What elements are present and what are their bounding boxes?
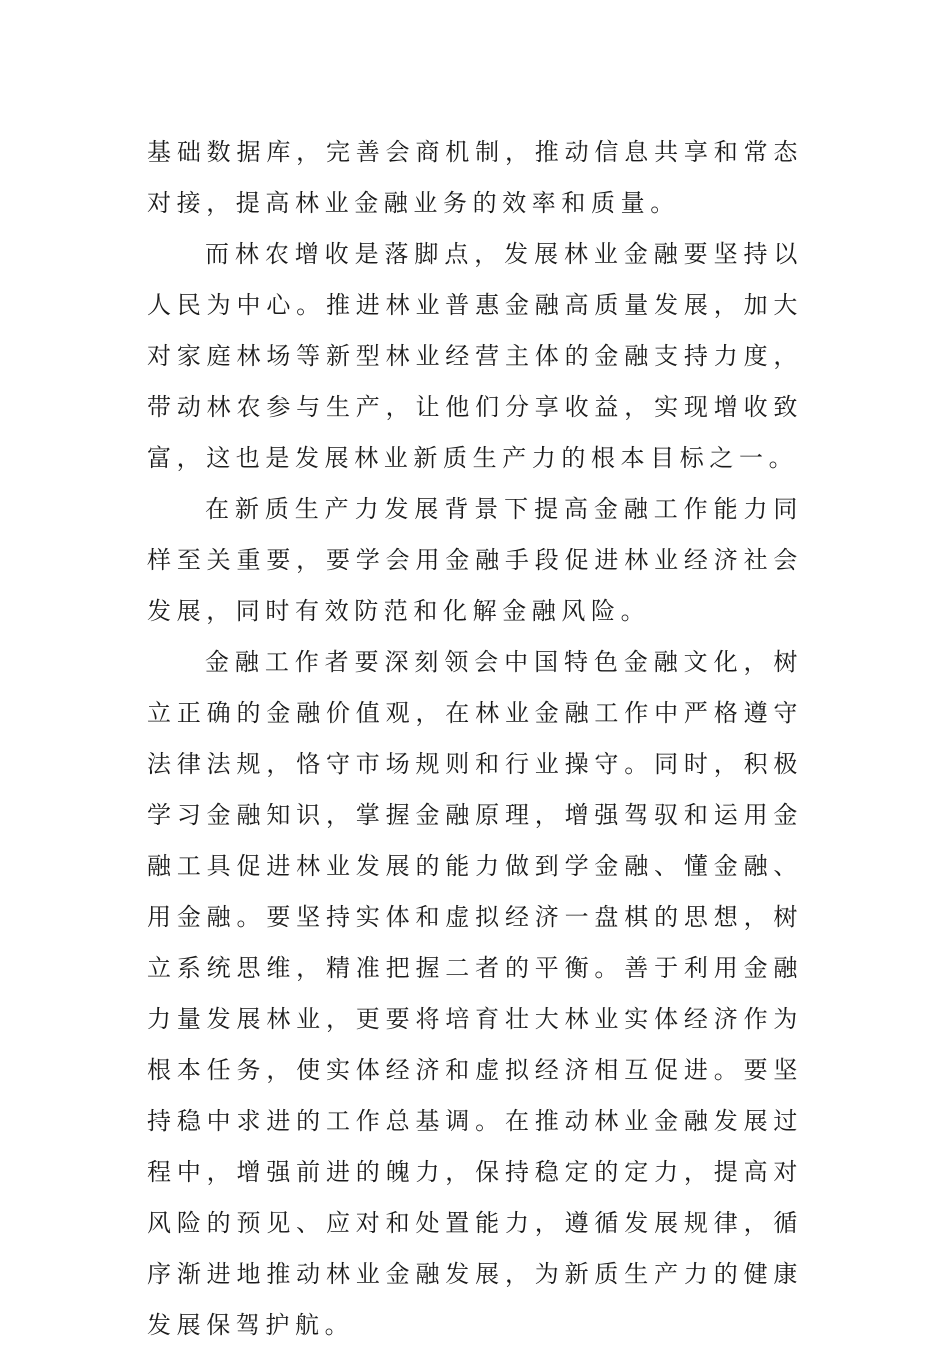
paragraph-financial-capability: 在新质生产力发展背景下提高金融工作能力同样至关重要，要学会用金融手段促进林业经济社会发展，同时有效防范和化解金融风险。 (147, 495, 803, 625)
paragraph-forest-farmers-income: 而林农增收是落脚点，发展林业金融要坚持以人民为中心。推进林业普惠金融高质量发展，加大对家庭林场等新型林业经营主体的金融支持力度，带动林农参与生产，让他们分享收益，实现增收致富，这也是发展林业新质生产力的根本目标之一。 (147, 240, 803, 472)
paragraph-financial-workers: 金融工作者要深刻领会中国特色金融文化，树立正确的金融价值观，在林业金融工作中严格遵守法律法规，恪守市场规则和行业操守。同时，积极学习金融知识，掌握金融原理，增强驾驭和运用金融工具促进林业发展的能力做到学金融、懂金融、用金融。要坚持实体和虚拟经济一盘棋的思想，树立系统思维，精准把握二者的平衡。善于利用金融力量发展林业，更要将培育壮大林业实体经济作为根本任务，使实体经济和虚拟经济相互促进。要坚持稳中求进的工作总基调。在推动林业金融发展过程中，增强前进的魄力，保持稳定的定力，提高对风险的预见、应对和处置能力，遵循发展规律，循序渐进地推动林业金融发展，为新质生产力的健康发展保驾护航。 (147, 648, 803, 1339)
paragraph-continued: 基础数据库，完善会商机制，推动信息共享和常态对接，提高林业金融业务的效率和质量。 (147, 138, 803, 217)
body-text (147, 127, 803, 1351)
